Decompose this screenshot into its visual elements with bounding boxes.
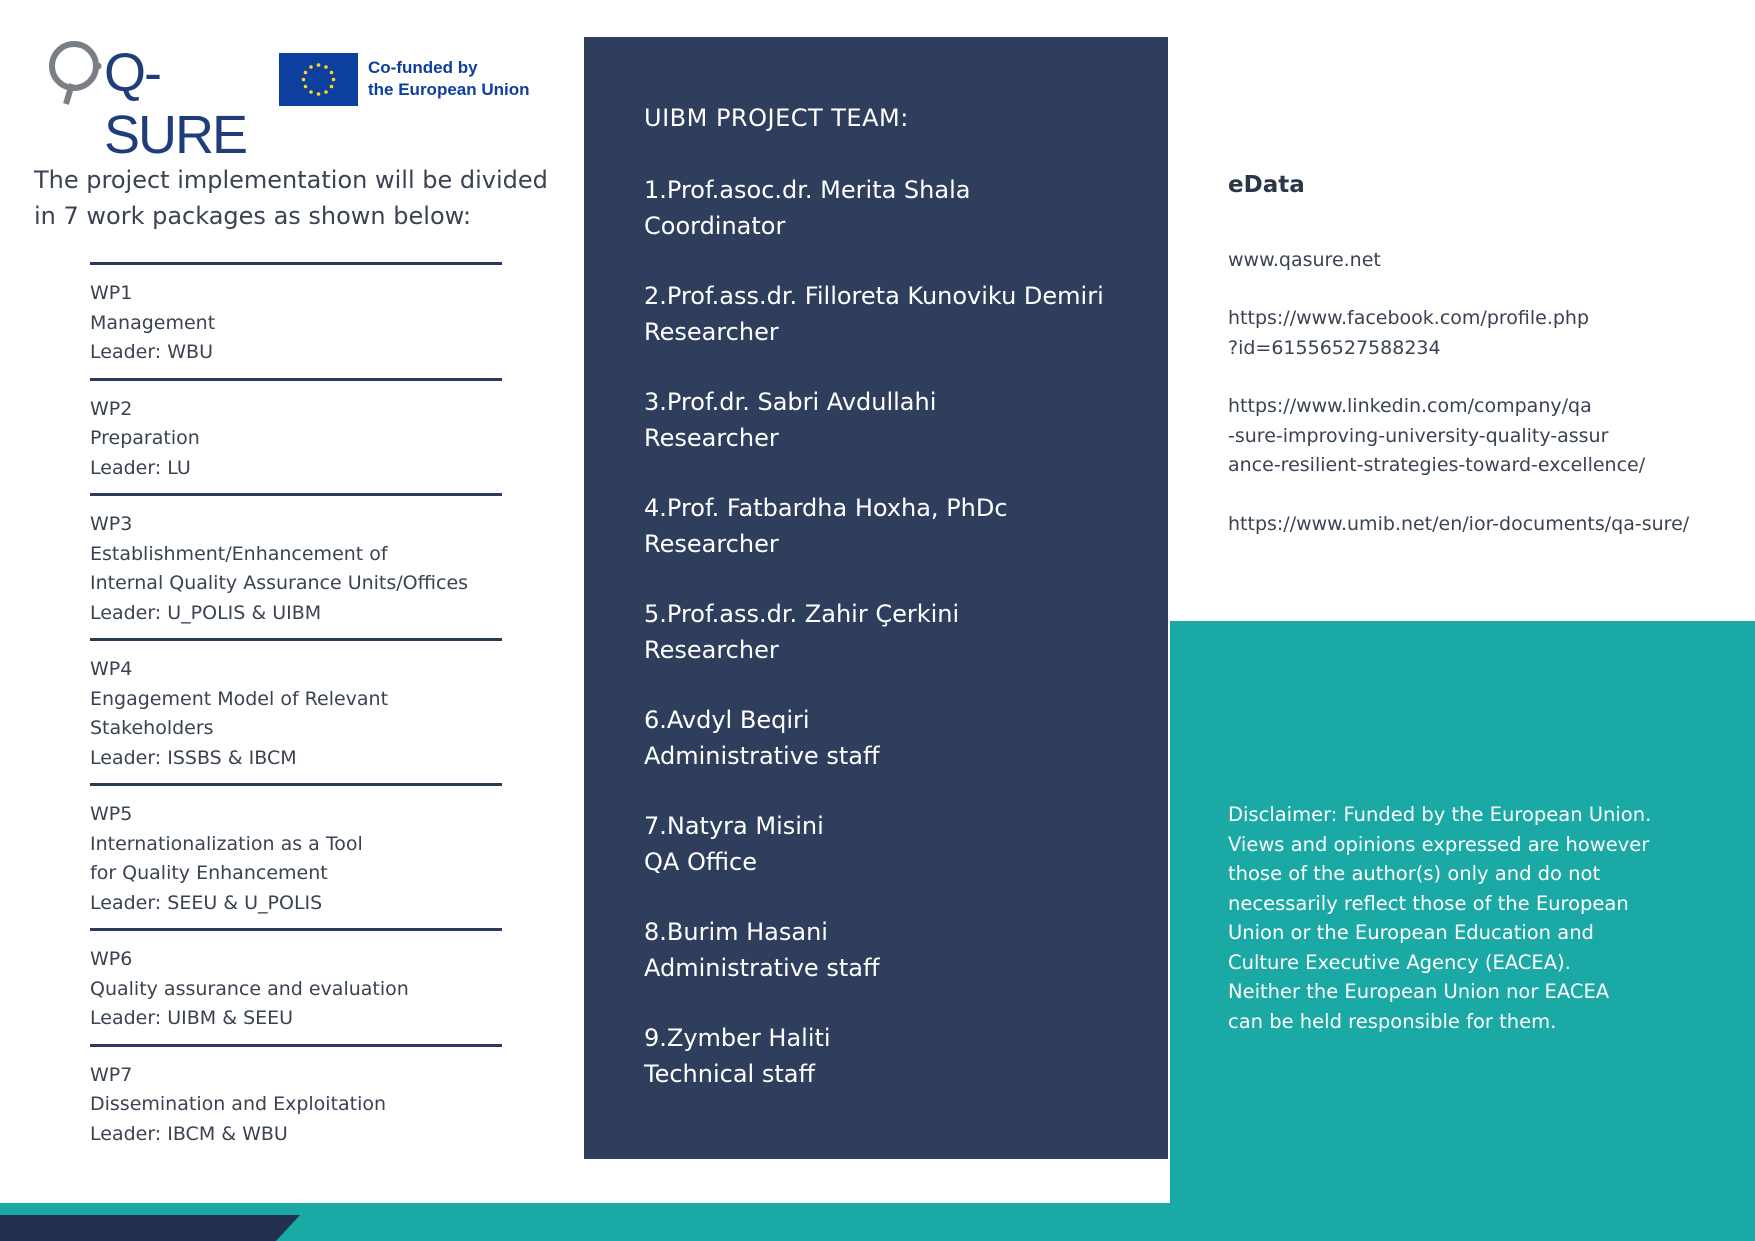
member-role: Technical staff xyxy=(644,1060,815,1088)
work-package-2 xyxy=(90,378,502,494)
member-role: Researcher xyxy=(644,318,779,346)
linkedin-link-line: -sure-improving-university-quality-assur xyxy=(1228,424,1609,447)
member-role: Researcher xyxy=(644,530,779,558)
work-package-6 xyxy=(90,928,502,1044)
wp-line: Quality assurance and evaluation xyxy=(90,977,409,1000)
facebook-link-line: https://www.facebook.com/profile.php xyxy=(1228,307,1590,329)
member-name: 3.Prof.dr. Sabri Avdullahi xyxy=(644,388,937,416)
intro-line-2: in 7 work packages as shown below: xyxy=(34,202,472,230)
disclaimer-line: Union or the European Education and xyxy=(1228,921,1594,944)
qsure-logo xyxy=(44,34,247,165)
wp-line: Engagement Model of Relevant xyxy=(90,687,389,710)
member-name: 1.Prof.asoc.dr. Merita Shala xyxy=(644,176,971,204)
wp-line: WP6 xyxy=(90,948,133,970)
qsure-logo-text: Q-SURE xyxy=(104,43,247,165)
team-title: UIBM PROJECT TEAM: xyxy=(644,104,909,132)
intro-text xyxy=(34,162,574,234)
member-name: 8.Burim Hasani xyxy=(644,918,828,946)
wp-line: Establishment/Enhancement of xyxy=(90,542,388,565)
team-member xyxy=(644,172,1164,244)
team-member xyxy=(644,384,1164,456)
disclaimer-line: Neither the European Union nor EACEA xyxy=(1228,980,1610,1003)
linkedin-link[interactable] xyxy=(1228,392,1748,481)
member-role: Administrative staff xyxy=(644,742,880,770)
wp-line: Internationalization as a Tool xyxy=(90,832,363,855)
facebook-link[interactable] xyxy=(1228,304,1748,363)
disclaimer-line: Culture Executive Agency (EACEA). xyxy=(1228,950,1571,974)
member-role: Researcher xyxy=(644,424,779,452)
wp-line: Leader: WBU xyxy=(90,341,213,363)
eu-cofunded-label xyxy=(368,57,530,101)
wp-line: Leader: SEEU & U_POLIS xyxy=(90,891,323,914)
wp-line: WP2 xyxy=(90,397,133,420)
wp-line: Leader: LU xyxy=(90,456,191,479)
member-role: Administrative staff xyxy=(644,954,880,982)
wp-line: Leader: IBCM & WBU xyxy=(90,1122,288,1145)
navy-footer-corner xyxy=(0,1215,300,1241)
wp-line: WP5 xyxy=(90,803,133,825)
team-member xyxy=(644,914,1164,986)
member-role: Coordinator xyxy=(644,212,786,240)
linkedin-link-line: https://www.linkedin.com/company/qa xyxy=(1228,395,1592,417)
disclaimer-line: Views and opinions expressed are however xyxy=(1228,832,1650,856)
disclaimer-text xyxy=(1228,800,1728,1036)
wp-line: WP4 xyxy=(90,658,133,680)
member-name: 5.Prof.ass.dr. Zahir Çerkini xyxy=(644,600,960,628)
work-package-4 xyxy=(90,638,502,783)
wp-line: WP7 xyxy=(90,1063,133,1086)
disclaimer-line: necessarily reflect those of the European xyxy=(1228,891,1629,915)
linkedin-link-line: ance-resilient-strategies-toward-excellence/ xyxy=(1228,454,1646,476)
work-package-1 xyxy=(90,262,502,378)
team-member xyxy=(644,490,1164,562)
work-package-3 xyxy=(90,493,502,638)
wp-line: Internal Quality Assurance Units/Offices xyxy=(90,572,469,594)
team-member xyxy=(644,808,1164,880)
intro-line-1: The project implementation will be divided xyxy=(34,166,548,194)
member-name: 9.Zymber Haliti xyxy=(644,1024,831,1052)
work-package-5 xyxy=(90,783,502,928)
team-member xyxy=(644,1020,1164,1092)
wp-line: Preparation xyxy=(90,427,200,449)
eu-line-2: the European Union xyxy=(368,80,530,99)
facebook-link-line: ?id=61556527588234 xyxy=(1228,336,1441,359)
wp-line: Stakeholders xyxy=(90,717,214,739)
disclaimer-line: those of the author(s) only and do not xyxy=(1228,862,1601,885)
wp-line: for Quality Enhancement xyxy=(90,862,328,884)
work-package-7 xyxy=(90,1044,502,1160)
team-member xyxy=(644,278,1164,350)
wp-line: WP1 xyxy=(90,282,133,304)
member-role: Researcher xyxy=(644,636,779,664)
member-role: QA Office xyxy=(644,848,757,876)
edata-title: eData xyxy=(1228,172,1305,198)
wp-line: Leader: UIBM & SEEU xyxy=(90,1007,294,1029)
disclaimer-line: can be held responsible for them. xyxy=(1228,1009,1557,1033)
wp-line: WP3 xyxy=(90,513,133,535)
umib-link[interactable]: https://www.umib.net/en/ior-documents/qa-sure/ xyxy=(1228,513,1690,535)
wp-line: Dissemination and Exploitation xyxy=(90,1093,387,1115)
disclaimer-line: Disclaimer: Funded by the European Union. xyxy=(1228,803,1652,826)
member-name: 2.Prof.ass.dr. Filloreta Kunoviku Demiri xyxy=(644,282,1104,310)
wp-line: Leader: ISSBS & IBCM xyxy=(90,746,297,769)
website-link[interactable]: www.qasure.net xyxy=(1228,249,1381,271)
eu-line-1: Co-funded by xyxy=(368,58,478,77)
eu-flag-icon xyxy=(279,53,358,106)
member-name: 7.Natyra Misini xyxy=(644,812,824,840)
team-member xyxy=(644,596,1164,668)
member-name: 4.Prof. Fatbardha Hoxha, PhDc xyxy=(644,494,1008,522)
wp-line: Leader: U_POLIS & UIBM xyxy=(90,601,322,624)
team-member xyxy=(644,702,1164,774)
work-package-list xyxy=(90,262,502,1159)
wp-line: Management xyxy=(90,311,216,334)
member-name: 6.Avdyl Beqiri xyxy=(644,706,810,734)
